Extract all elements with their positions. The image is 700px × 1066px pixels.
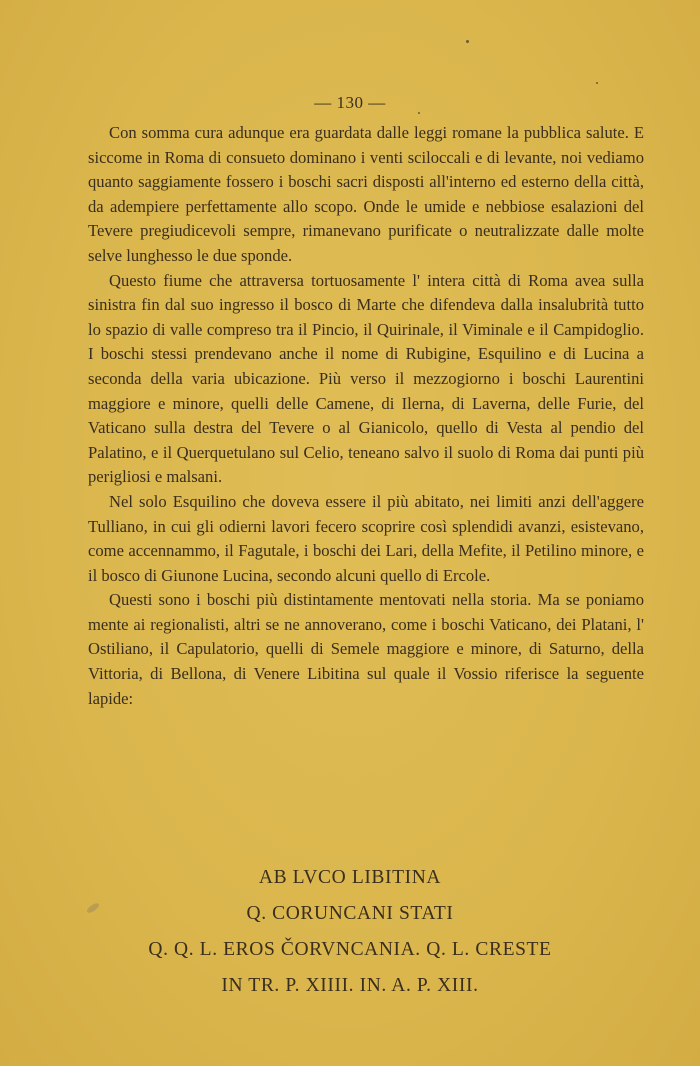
inscription-line: IN TR. P. XIIII. IN. A. P. XIII. [221, 975, 479, 996]
inscription-line: Q. Q. L. EROS ČORVNCANIA. Q. L. CRESTE [148, 939, 552, 960]
paragraph: Questo fiume che attraversa tortuosamente l' intera città di Roma avea sulla sinistra fin dal suo ingresso il bosco di Marte che difendeva dalla insalubrità tutto lo spazio di valle compreso tra il Pincio, il Quirinale, il Viminale e il Campidoglio. I boschi stessi prendevano anche il nome di Rubigine, Esquilino e di Lucina a seconda della varia ubicazione. Più verso il mezzogiorno i boschi Laurentini maggiore e minore, quelli delle Camene, di Ilerna, di Laverna, delle Furie, del Vaticano sulla destra del Tevere o al Gianicolo, quello di Vesta al pendio del Palatino, e il Querquetulano sul Celio, teneano salvo il suolo di Roma dai punti più perigliosi e malsani. [88, 270, 644, 487]
paper-speck [466, 40, 469, 43]
page-number: — 130 — [314, 93, 386, 112]
paragraph: Questi sono i boschi più distintamente mentovati nella storia. Ma se poniamo mente ai regionalisti, altri se ne annoverano, come i boschi Vaticano, dei Platani, l' Ostiliano, il Capulatorio, quelli di Semele maggiore e minore, di Saturno, della Vittoria, di Bellona, di Venere Libitina sul quale il Vossio riferisce la seguente lapide: [88, 590, 644, 708]
paragraph: Nel solo Esquilino che doveva essere il più abitato, nei limiti anzi dell'aggere Tulliano, in cui gli odierni lavori fecero scoprire così splendidi avanzi, esistevano, come accennammo, il Fagutale, i boschi dei Lari, della Mefite, il Petilino minore, e il bosco di Giunone Lucina, secondo alcuni quello di Ercole. [88, 491, 644, 585]
inscription-block [0, 860, 700, 1004]
body-text [88, 121, 644, 711]
paragraph: Con somma cura adunque era guardata dalle leggi romane la pubblica salute. E siccome in Roma di consueto dominano i venti sciloccali e di levante, noi vediamo quanto saggiamente fossero i boschi sacri disposti all'interno ed esterno della città, da adempiere perfettamente allo scopo. Onde le umide e nebbiose esalazioni del Tevere pregiudicevoli sempre, rimanevano purificate o neutralizzate dalle molte selve lunghesso le due sponde. [88, 123, 644, 265]
paper-speck [596, 82, 598, 84]
inscription-line: Q. CORUNCANI STATI [246, 903, 454, 924]
inscription-line: AB LVCO LIBITINA [258, 867, 442, 888]
